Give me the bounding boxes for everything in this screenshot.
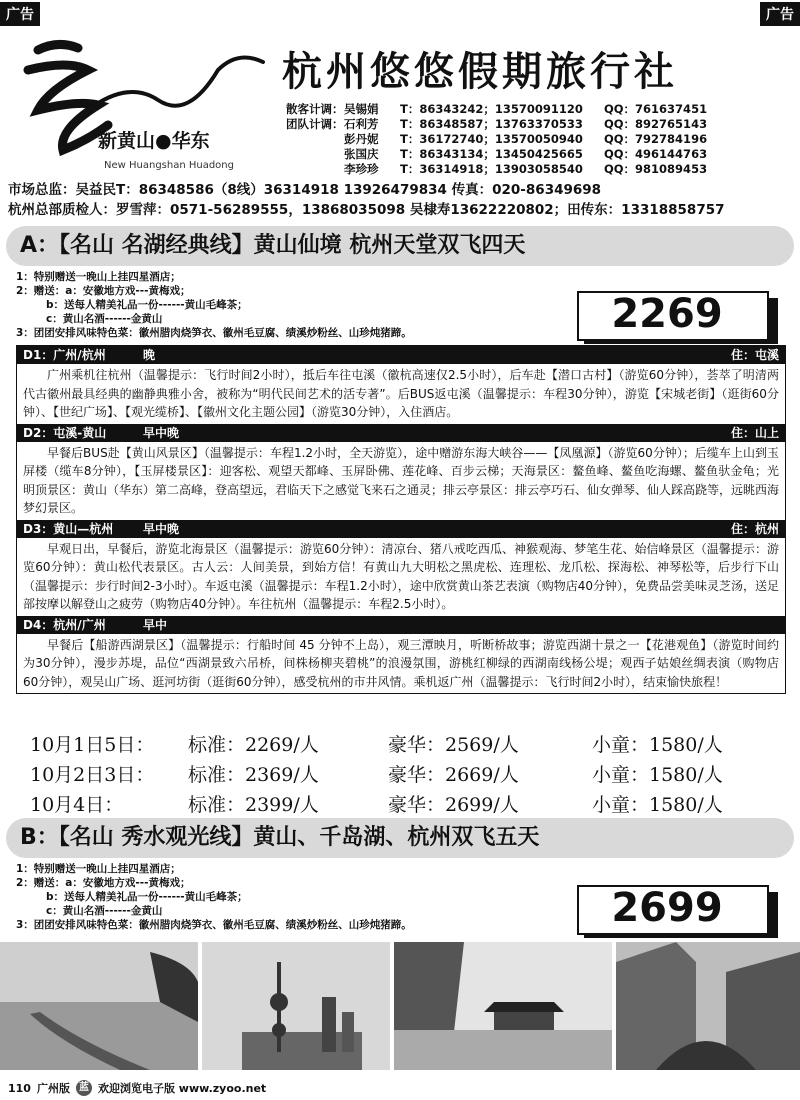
price-row [30,760,723,790]
section-b-price: 2699 [611,885,723,931]
edition-label: 广州版 [36,1082,70,1095]
photo-ancient-town [616,942,800,1070]
contact-label: 散客计调： [286,102,344,116]
contact-name: 吴锡娟 [344,102,379,116]
contact-phones: T：86343242；13570091120 [400,102,583,116]
day-stay: 住：屯溪 [730,348,779,362]
logo-text: 新黄山●华东 [98,130,210,152]
ad-label-left: 广告 [0,2,40,26]
price-date: 10月1日5日： [30,734,155,756]
day-description: 广州乘机往杭州（温馨提示：飞行时间2小时），抵后车往屯溪（徽杭高速仅2.5小时），后车赴【潜口古村】（游览60分钟），荟萃了明清两代古徽州最具经典的幽静典雅小舍，被称为“明代民间艺术的活专著”。后BUS返屯溪（温馨提示：车程30分钟），游览【宋城老街】（逛街60分钟）、【世纪广场】、【观光缆桥】、【徽州文化主题公园】（游览30分钟），入住酒店。 [23,368,779,419]
photo-garden-pavilion [394,942,612,1070]
day-stay: 住：杭州 [730,521,779,536]
day-description: 早餐后BUS赴【黄山风景区】（温馨提示：车程1.2小时，全天游览），途中赠游东海大峡谷——【凤凰源】（游览60分钟）；后缆车上山到玉屏楼（缆车8分钟），【玉屏楼景区】：迎客松、观望天都峰、玉屏卧佛、莲花峰、百步云梯；天海景区：鳌鱼峰、鳌鱼吃海螺、鳌鱼驮金龟；光明顶景区：黄山（华东）第二高峰，登高望远，君临天下之感觉飞来石之通灵；排云亭景区：排云亭巧石、仙女弹琴、仙人踩高跷等，远眺西海梦幻景区。 [23,445,780,515]
ad-label-right: 广告 [760,2,800,26]
itinerary [16,345,786,694]
price-standard: 标准：2369/人 [188,764,319,786]
contact-label [286,147,344,162]
day-header [17,346,785,364]
price-luxury: 豪华：2569/人 [388,734,519,756]
photo-shanghai-skyline [202,942,390,1070]
market-director-line: 市场总监：吴益民T：86348586（8线）36314918 13926479834 传真：020-86349698 [8,182,602,198]
price-standard: 标准：2269/人 [188,734,319,756]
contact-phones: T：86348587；13763370533 [400,117,583,131]
contact-row [286,102,707,117]
section-b-title: B：【名山 秀水观光线】黄山、千岛湖、杭州双飞五天 [6,818,794,858]
day-route: D3：黄山—杭州 [23,521,114,536]
day-stay: 住：山上 [730,425,779,440]
gift-line: 3：团团安排风味特色菜：徽州腊肉烧笋衣、徽州毛豆腐、绩溪炒粉丝、山珍炖猪蹄。 [16,327,412,339]
section-a-price: 2269 [611,291,723,337]
gift-line: 1：特别赠送一晚山上挂四星酒店； [16,863,181,875]
price-table [30,730,723,820]
day-meals: 早中 [143,617,168,632]
section-b-gifts [16,862,412,932]
agency-title: 杭州悠悠假期旅行社 [282,48,678,95]
day-description: 早观日出，早餐后，游览北海景区（温馨提示：游览60分钟）：清凉台、猪八戒吃西瓜、神猴观海、梦笔生花、始信峰景区（温馨提示：游览60分钟）：黄山松代表景区。古人云：人间美景，到始方信！有黄山九大明松之黑虎松、连理松、龙爪松、探海松、神琴松等，后步行下山（温馨提示：步行时间2-3小时）。车返屯溪（温馨提示：车程1.2小时），途中欣赏黄山茶艺表演（购物店40分钟），免费品尝美味灵芝汤，送足部按摩以解登山之疲劳（购物店40分钟）。车往杭州（温馨提示：车程2.5小时）。 [23,541,779,611]
website-text[interactable]: 欢迎浏览电子版 www.zyoo.net [97,1082,267,1095]
lake-causeway-icon [0,942,198,1070]
contact-row [286,162,707,177]
gift-line: b：送每人精美礼品一份------黄山毛峰茶； [46,299,248,311]
gift-line: 3：团团安排风味特色菜：徽州腊肉烧笋衣、徽州毛豆腐、绩溪炒粉丝、山珍炖猪蹄。 [16,919,412,931]
price-luxury: 豪华：2669/人 [388,764,519,786]
logo-english: New Huangshan Huadong [104,160,234,171]
contact-qq: QQ：792784196 [604,132,708,146]
day-header [17,616,785,634]
day-route: D2：屯溪-黄山 [23,425,107,440]
gift-line: 1：特别赠送一晚山上挂四星酒店； [16,271,181,283]
pavilion-icon [394,942,612,1070]
contact-label [286,162,344,177]
gift-line: 2：赠送：a：安徽地方戏---黄梅戏； [16,285,191,297]
contact-qq: QQ：892765143 [604,117,708,131]
contact-qq: QQ：981089453 [604,162,708,176]
contact-phones: T：36172740；13570050940 [400,132,583,146]
photo-strip [0,942,800,1070]
management-contacts [8,180,725,220]
contact-name: 李珍珍 [344,162,379,176]
quality-inspector-line: 杭州总部质检人：罗雪萍：0571-56289555，13868035098 吴棣寿13622220802；田传东：13318858757 [8,202,725,218]
contact-name: 张国庆 [344,147,379,161]
price-child: 小童：1580/人 [592,734,723,756]
price-date: 10月2日3日： [30,764,155,786]
price-luxury: 豪华：2699/人 [388,794,519,816]
photo-lake-causeway [0,942,198,1070]
contact-label: 团队计调： [286,117,344,131]
gift-line: c：黄山名酒------金黄山 [46,313,163,325]
gift-line: c：黄山名酒------金黄山 [46,905,163,917]
day-meals: 晚 [143,348,156,362]
day-route: D1：广州/杭州 [23,348,106,362]
contact-row [286,147,707,162]
gift-line: b：送每人精美礼品一份------黄山毛峰茶； [46,891,248,903]
calligraphy-logo-icon [18,30,268,180]
price-standard: 标准：2399/人 [188,794,319,816]
price-row [30,730,723,760]
gift-line: 2：赠送：a：安徽地方戏---黄梅戏； [16,877,191,889]
day-header [17,424,785,442]
section-a-title: A：【名山 名湖经典线】黄山仙境 杭州天堂双飞四天 [6,226,794,266]
day-route: D4：杭州/广州 [23,617,106,632]
skyline-icon [202,942,390,1070]
price-date: 10月4日： [30,794,124,816]
page-number: 110 [8,1081,31,1095]
contact-name: 石利芳 [344,117,379,131]
contact-row [286,117,707,132]
contact-qq: QQ：761637451 [604,102,708,116]
contact-name: 彭丹妮 [344,132,379,146]
section-a-price-box [572,286,782,346]
section-a-gifts [16,270,412,340]
edition-badge-icon: 蓝 [76,1080,92,1096]
contact-qq: QQ：496144763 [604,147,708,161]
contact-phones: T：36314918；13903058540 [400,162,583,176]
day-meals: 早中晚 [143,425,180,440]
contact-list [286,102,707,177]
day-header [17,520,785,538]
section-b-price-box [572,880,782,940]
day-meals: 早中晚 [143,521,180,536]
day-description: 早餐后【船游西湖景区】（温馨提示：行船时间 45 分钟不上岛），观三潭映月，听断桥故事；游览西湖十景之一【花港观鱼】（游览时间约为30分钟），漫步苏堤，品位“西湖景致六吊桥，间株杨柳夹碧桃”的浪漫氛围，游桃红柳绿的西湖南线杨公堤；观西子姑娘丝绸表演（购物店60分钟），观吴山广场、逛河坊街（逛街60分钟），感受杭州的市井风情。乘机返广州（温馨提示：飞行时间2小时），结束愉快旅程！ [23,637,779,689]
ancient-town-icon [616,942,800,1070]
contact-label [286,132,344,147]
page-footer [8,1080,266,1096]
price-child: 小童：1580/人 [592,794,723,816]
price-child: 小童：1580/人 [592,764,723,786]
contact-row [286,132,707,147]
price-row [30,790,723,820]
contact-phones: T：86343134；13450425665 [400,147,583,161]
